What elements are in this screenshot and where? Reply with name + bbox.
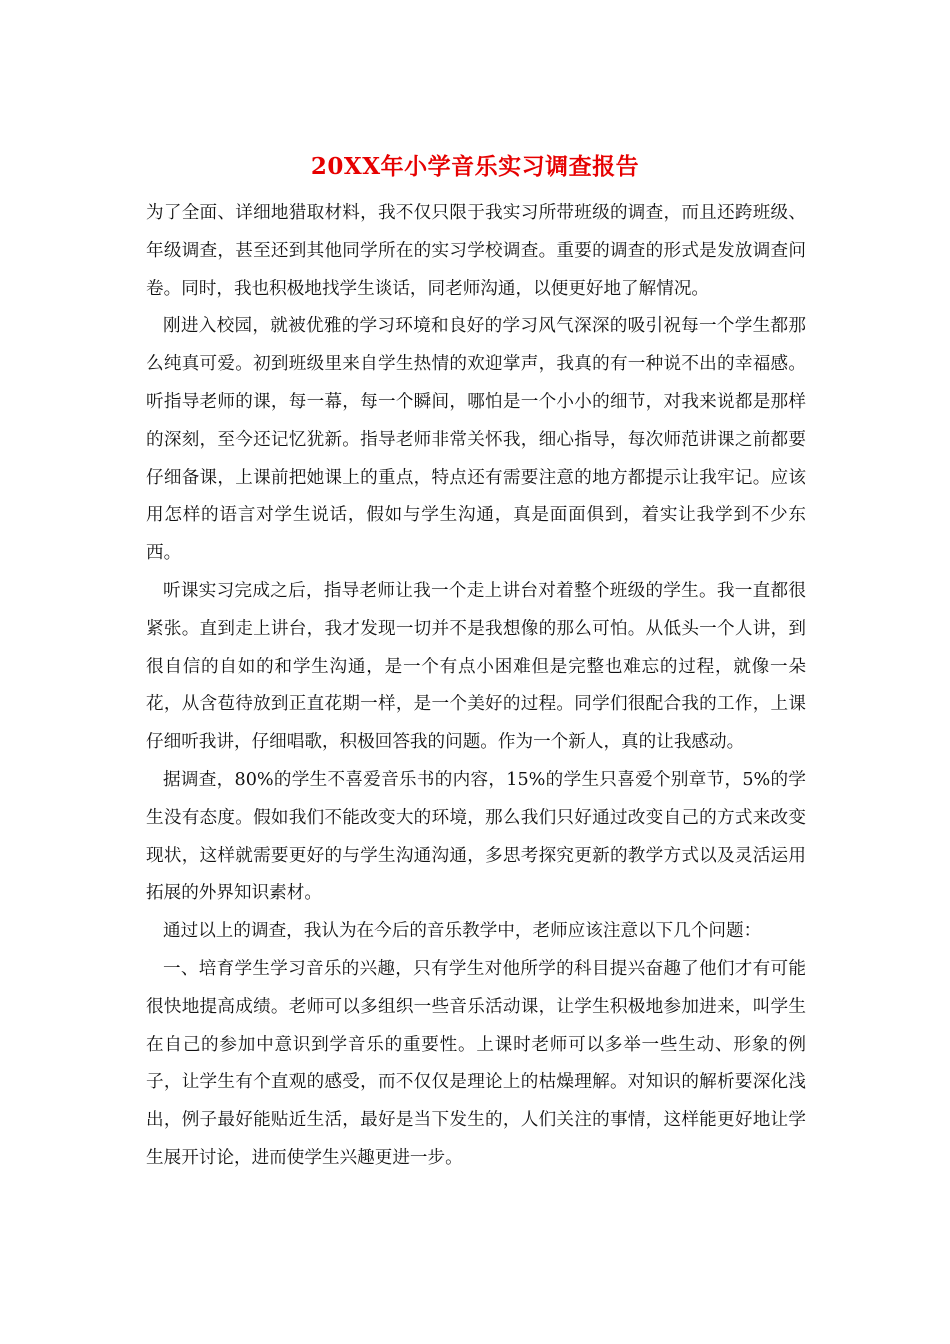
paragraph-survey: 据调查，80%的学生不喜爱音乐书的内容，15%的学生只喜爱个别章节，5%的学生没有态度。假如我们不能改变大的环境，那么我们只好通过改变自己的方式来改变现状，这样就需要更好的与学生沟通沟通，多思考探究更新的教学方式以及灵活运用拓展的外界知识素材。 [146, 769, 806, 904]
paragraph-point-one: 一、培育学生学习音乐的兴趣，只有学生对他所学的科目提兴奋趣了他们才有可能很快地提高成绩。老师可以多组织一些音乐活动课，让学生积极地参加进来，叫学生在自己的参加中意识到学音乐的重要性。上课时老师可以多举一些生动、形象的例子，让学生有个直观的感受，而不仅仅是理论上的枯燥理解。对知识的解析要深化浅出，例子最好能贴近生活，最好是当下发生的，人们关注的事情，这样能更好地让学生展开讨论，进而使学生兴趣更进一步。 [146, 958, 806, 1168]
paragraph-teaching: 听课实习完成之后，指导老师让我一个走上讲台对着整个班级的学生。我一直都很紧张。直到走上讲台，我才发现一切并不是我想像的那么可怕。从低头一个人讲，到很自信的自如的和学生沟通，是一个有点小困难但是完整也难忘的过程，就像一朵花，从含苞待放到正直花期一样，是一个美好的过程。同学们很配合我的工作，上课仔细听我讲，仔细唱歌，积极回答我的问题。作为一个新人，真的让我感动。 [146, 580, 806, 753]
paragraph-intro: 为了全面、详细地猎取材料，我不仅只限于我实习所带班级的调查，而且还跨班级、年级调查，甚至还到其他同学所在的实习学校调查。重要的调查的形式是发放调查问卷。同时，我也积极地找学生谈话，同老师沟通，以便更好地了解情况。 [146, 203, 806, 299]
document-body [146, 195, 806, 1178]
paragraph-campus: 刚进入校园，就被优雅的学习环境和良好的学习风气深深的吸引祝每一个学生都那么纯真可爱。初到班级里来自学生热情的欢迎掌声，我真的有一种说不出的幸福感。听指导老师的课，每一幕，每一个瞬间，哪怕是一个小小的细节，对我来说都是那样的深刻，至今还记忆犹新。指导老师非常关怀我，细心指导，每次师范讲课之前都要仔细备课，上课前把她课上的重点，特点还有需要注意的地方都提示让我牢记。应该用怎样的语言对学生说话，假如与学生沟通，真是面面俱到，着实让我学到不少东西。 [146, 316, 806, 564]
paragraph-conclusion-intro: 通过以上的调查，我认为在今后的音乐教学中，老师应该注意以下几个问题： [163, 921, 762, 942]
document-title: 20XX年小学音乐实习调查报告 [310, 153, 640, 180]
